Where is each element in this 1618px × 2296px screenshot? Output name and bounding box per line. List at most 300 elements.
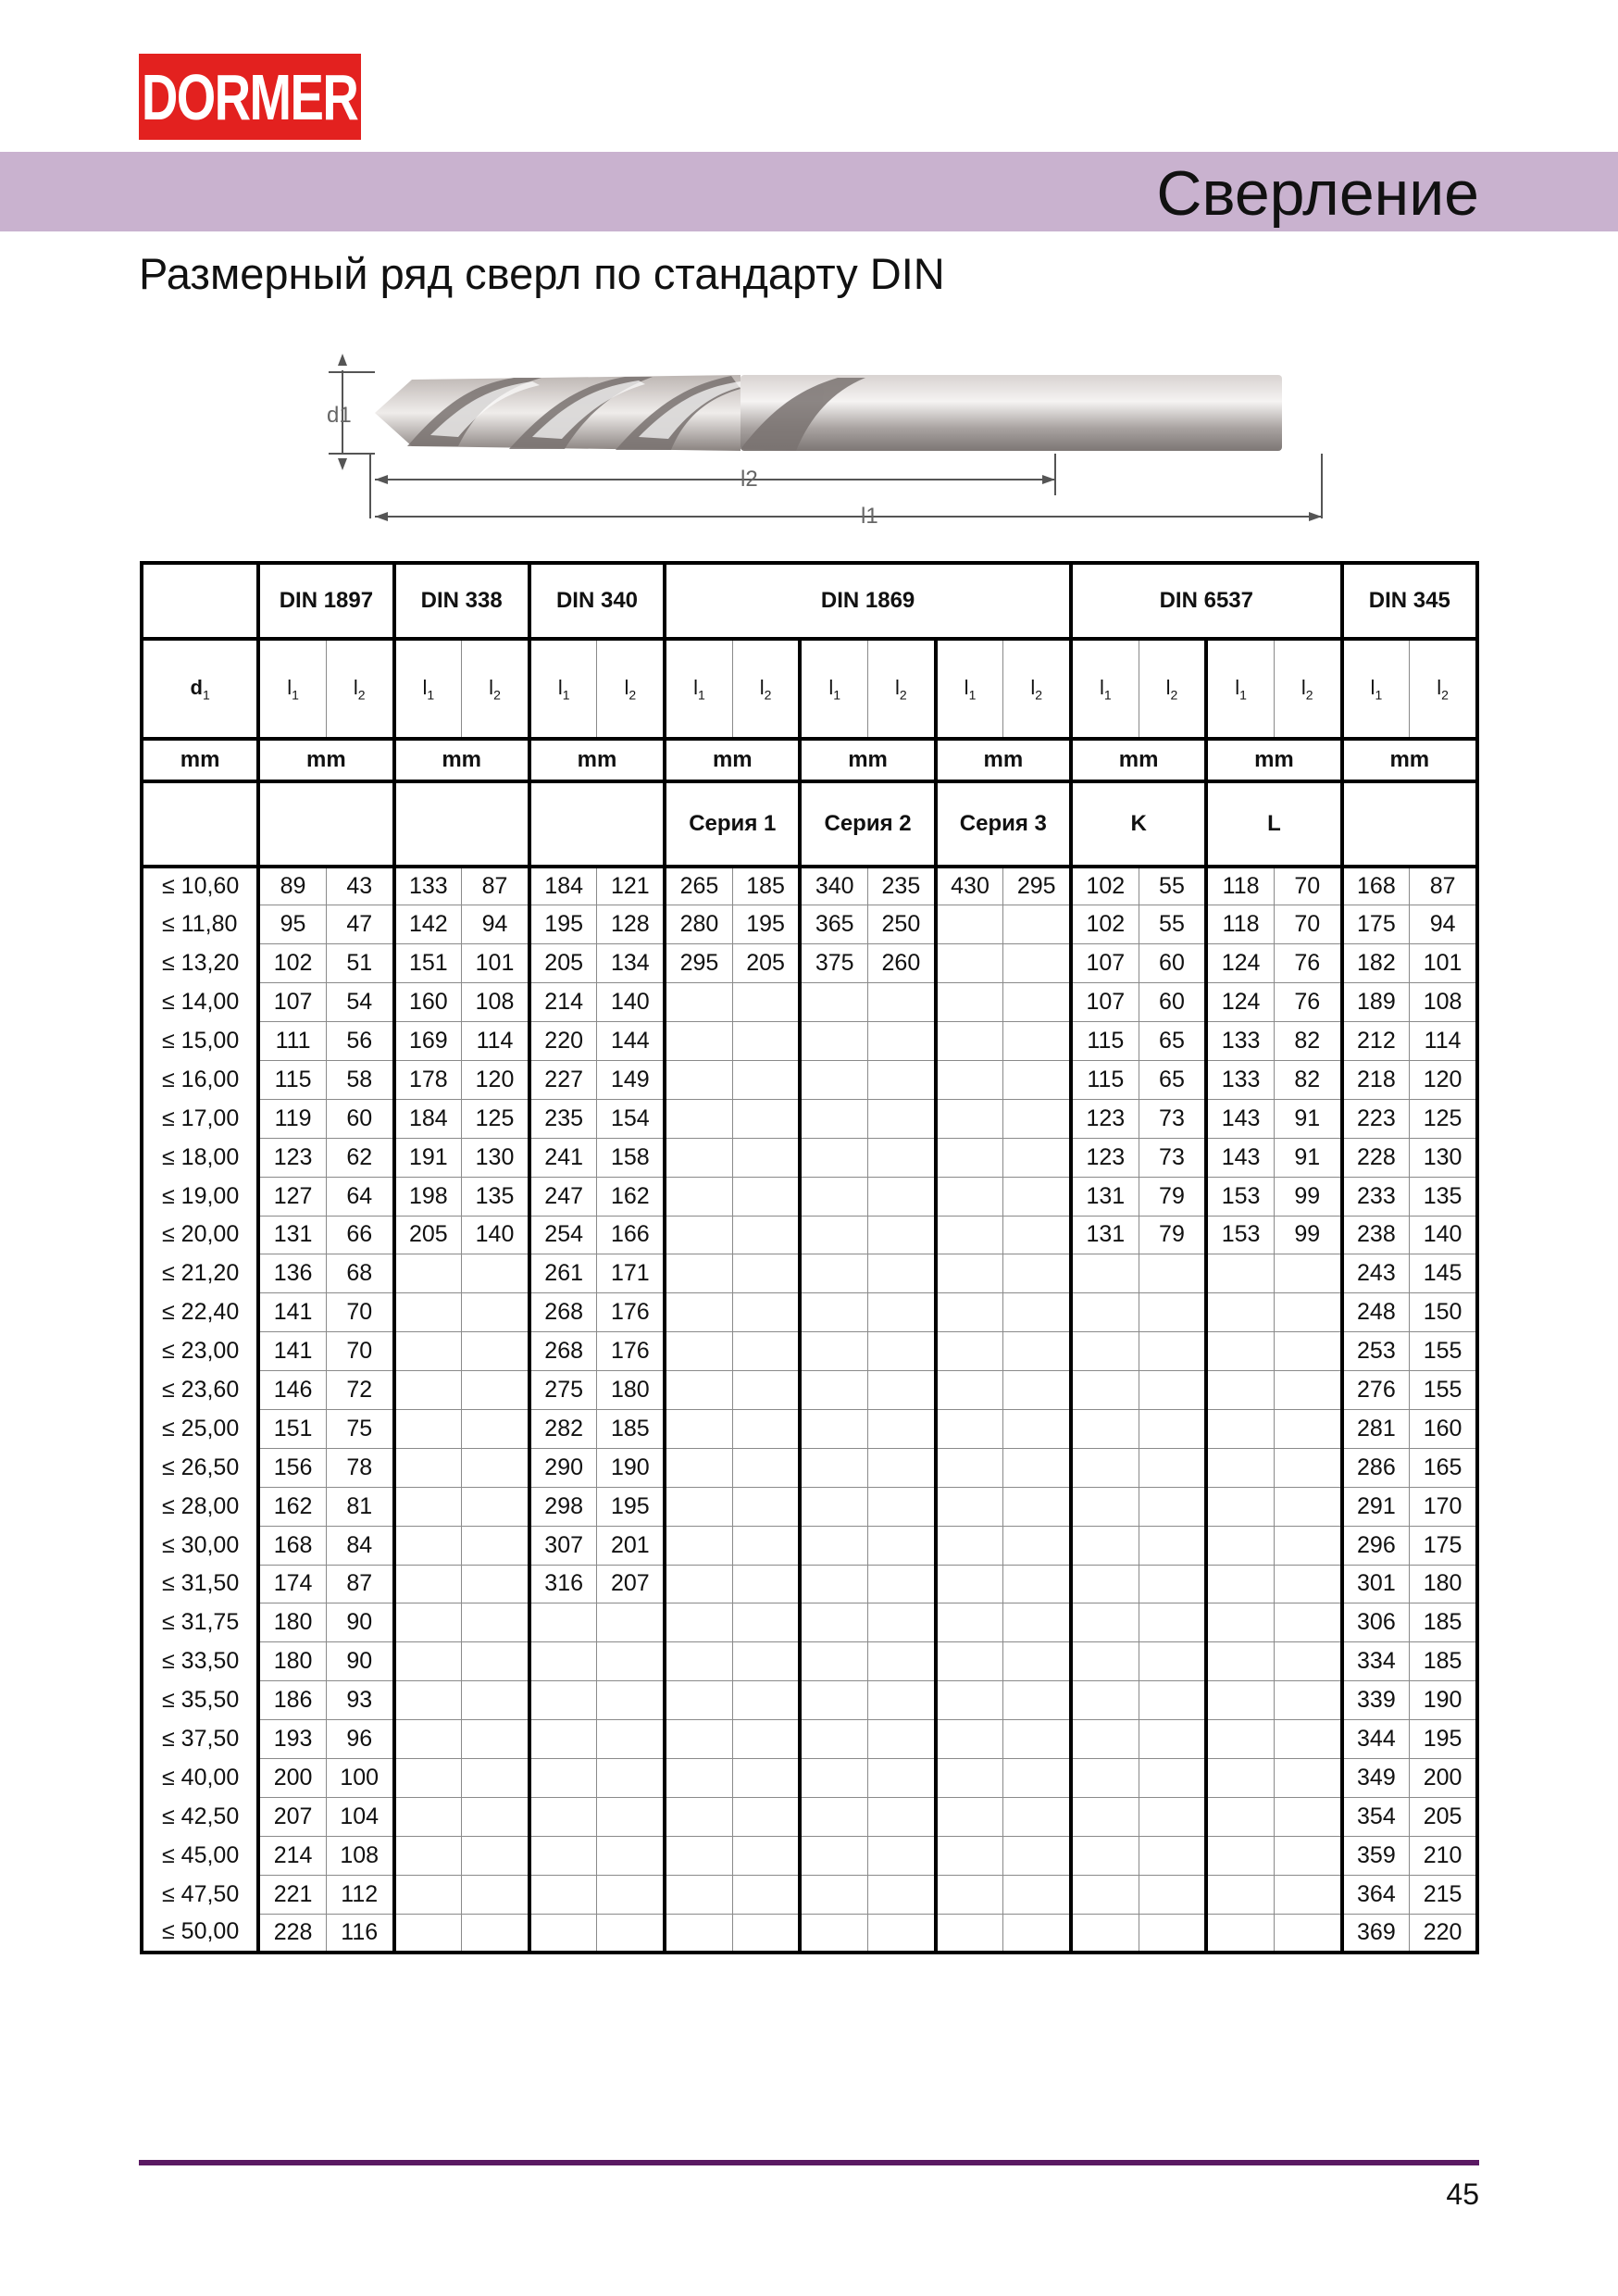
value-cell bbox=[1139, 1836, 1206, 1875]
value-cell bbox=[732, 1875, 800, 1914]
table-row bbox=[142, 1022, 1477, 1061]
l2-symbol: $l_2$ bbox=[462, 639, 529, 739]
table-row bbox=[142, 905, 1477, 944]
value-cell: 212 bbox=[1342, 1022, 1410, 1061]
value-cell: 189 bbox=[1342, 983, 1410, 1022]
value-cell: 162 bbox=[258, 1487, 326, 1526]
diameter-cell: ≤ 47,50 bbox=[142, 1875, 258, 1914]
value-cell: 214 bbox=[258, 1836, 326, 1875]
value-cell bbox=[800, 1565, 867, 1603]
value-cell: 76 bbox=[1274, 983, 1341, 1022]
value-cell bbox=[1206, 1720, 1274, 1759]
value-cell bbox=[1206, 1332, 1274, 1371]
value-cell bbox=[1139, 1332, 1206, 1371]
dormer-logo bbox=[139, 54, 361, 140]
value-cell bbox=[1206, 1409, 1274, 1448]
value-cell bbox=[732, 1060, 800, 1099]
unit-cell: mm bbox=[936, 739, 1071, 781]
value-cell: 66 bbox=[326, 1216, 393, 1254]
diameter-cell: ≤ 31,75 bbox=[142, 1603, 258, 1642]
value-cell: 260 bbox=[868, 944, 936, 983]
value-cell: 79 bbox=[1139, 1216, 1206, 1254]
value-cell: 151 bbox=[258, 1409, 326, 1448]
value-cell bbox=[394, 1758, 462, 1797]
value-cell bbox=[800, 1914, 867, 1953]
unit-cell: mm bbox=[1071, 739, 1206, 781]
table-row bbox=[142, 1603, 1477, 1642]
value-cell bbox=[868, 1293, 936, 1332]
value-cell: 301 bbox=[1342, 1565, 1410, 1603]
unit-cell: mm bbox=[142, 739, 258, 781]
din-dimension-table bbox=[140, 561, 1479, 1954]
value-cell: 68 bbox=[326, 1254, 393, 1293]
value-cell bbox=[800, 1138, 867, 1177]
value-cell: 60 bbox=[1139, 983, 1206, 1022]
value-cell: 190 bbox=[597, 1448, 665, 1487]
value-cell bbox=[394, 1681, 462, 1720]
value-cell: 60 bbox=[326, 1099, 393, 1138]
value-cell: 280 bbox=[665, 905, 732, 944]
series-empty bbox=[394, 781, 529, 867]
value-cell bbox=[936, 1758, 1003, 1797]
diameter-cell: ≤ 50,00 bbox=[142, 1914, 258, 1953]
value-cell: 290 bbox=[529, 1448, 597, 1487]
value-cell bbox=[1274, 1681, 1341, 1720]
value-cell: 235 bbox=[868, 867, 936, 905]
value-cell: 115 bbox=[1071, 1022, 1139, 1061]
value-cell bbox=[1206, 1254, 1274, 1293]
l2-symbol: $l_2$ bbox=[1139, 639, 1206, 739]
value-cell: 151 bbox=[394, 944, 462, 983]
value-cell: 91 bbox=[1274, 1099, 1341, 1138]
value-cell: 295 bbox=[1003, 867, 1071, 905]
value-cell bbox=[394, 1293, 462, 1332]
value-cell: 334 bbox=[1342, 1642, 1410, 1681]
value-cell: 339 bbox=[1342, 1681, 1410, 1720]
value-cell: 154 bbox=[597, 1099, 665, 1138]
value-cell: 185 bbox=[1410, 1603, 1477, 1642]
value-cell: 70 bbox=[1274, 867, 1341, 905]
value-cell bbox=[1003, 1681, 1071, 1720]
diameter-cell: ≤ 18,00 bbox=[142, 1138, 258, 1177]
value-cell bbox=[936, 944, 1003, 983]
value-cell bbox=[1206, 1448, 1274, 1487]
value-cell bbox=[394, 1448, 462, 1487]
value-cell: 171 bbox=[597, 1254, 665, 1293]
value-cell: 131 bbox=[1071, 1216, 1139, 1254]
value-cell: 243 bbox=[1342, 1254, 1410, 1293]
value-cell bbox=[1274, 1758, 1341, 1797]
value-cell bbox=[936, 1332, 1003, 1371]
value-cell: 168 bbox=[1342, 867, 1410, 905]
value-cell: 296 bbox=[1342, 1526, 1410, 1565]
value-cell bbox=[1274, 1409, 1341, 1448]
value-cell bbox=[868, 1836, 936, 1875]
value-cell bbox=[1003, 905, 1071, 944]
value-cell: 291 bbox=[1342, 1487, 1410, 1526]
value-cell bbox=[868, 1448, 936, 1487]
value-cell bbox=[1003, 1720, 1071, 1759]
value-cell bbox=[732, 1371, 800, 1410]
value-cell: 295 bbox=[665, 944, 732, 983]
value-cell: 145 bbox=[1410, 1254, 1477, 1293]
series-empty bbox=[258, 781, 393, 867]
value-cell bbox=[1071, 1720, 1139, 1759]
value-cell: 265 bbox=[665, 867, 732, 905]
value-cell: 221 bbox=[258, 1875, 326, 1914]
value-cell: 75 bbox=[326, 1409, 393, 1448]
value-cell: 73 bbox=[1139, 1138, 1206, 1177]
diameter-cell: ≤ 19,00 bbox=[142, 1177, 258, 1216]
value-cell bbox=[529, 1914, 597, 1953]
value-cell: 169 bbox=[394, 1022, 462, 1061]
unit-cell: mm bbox=[665, 739, 800, 781]
value-cell bbox=[800, 1099, 867, 1138]
l1-symbol: $l_1$ bbox=[665, 639, 732, 739]
value-cell bbox=[665, 1797, 732, 1836]
value-cell bbox=[1003, 1642, 1071, 1681]
unit-cell: mm bbox=[394, 739, 529, 781]
value-cell: 123 bbox=[1071, 1138, 1139, 1177]
value-cell bbox=[732, 1603, 800, 1642]
table-row bbox=[142, 944, 1477, 983]
value-cell bbox=[665, 1720, 732, 1759]
value-cell bbox=[732, 1836, 800, 1875]
value-cell: 354 bbox=[1342, 1797, 1410, 1836]
value-cell: 316 bbox=[529, 1565, 597, 1603]
value-cell: 180 bbox=[258, 1603, 326, 1642]
value-cell: 349 bbox=[1342, 1758, 1410, 1797]
value-cell bbox=[936, 1177, 1003, 1216]
value-cell bbox=[597, 1758, 665, 1797]
value-cell bbox=[1206, 1487, 1274, 1526]
value-cell bbox=[1003, 1914, 1071, 1953]
value-cell bbox=[1071, 1797, 1139, 1836]
table-row bbox=[142, 1565, 1477, 1603]
value-cell bbox=[1139, 1448, 1206, 1487]
value-cell bbox=[868, 1332, 936, 1371]
value-cell bbox=[936, 1254, 1003, 1293]
value-cell: 93 bbox=[326, 1681, 393, 1720]
value-cell bbox=[1003, 1293, 1071, 1332]
value-cell: 115 bbox=[258, 1060, 326, 1099]
value-cell bbox=[936, 1099, 1003, 1138]
value-cell bbox=[732, 1758, 800, 1797]
value-cell: 369 bbox=[1342, 1914, 1410, 1953]
value-cell: 207 bbox=[258, 1797, 326, 1836]
value-cell: 124 bbox=[1206, 944, 1274, 983]
value-cell: 114 bbox=[1410, 1022, 1477, 1061]
value-cell bbox=[1071, 1681, 1139, 1720]
value-cell bbox=[800, 1254, 867, 1293]
value-cell bbox=[665, 1603, 732, 1642]
value-cell: 185 bbox=[732, 867, 800, 905]
table-data-body bbox=[142, 867, 1477, 1953]
value-cell: 125 bbox=[1410, 1099, 1477, 1138]
value-cell bbox=[800, 1177, 867, 1216]
value-cell: 178 bbox=[394, 1060, 462, 1099]
value-cell: 165 bbox=[1410, 1448, 1477, 1487]
header-din-1869: DIN 1869 bbox=[665, 563, 1071, 639]
value-cell: 375 bbox=[800, 944, 867, 983]
value-cell bbox=[732, 1797, 800, 1836]
l1-symbol: $l_1$ bbox=[1206, 639, 1274, 739]
value-cell bbox=[1139, 1487, 1206, 1526]
value-cell bbox=[665, 1060, 732, 1099]
value-cell: 121 bbox=[597, 867, 665, 905]
value-cell bbox=[1003, 1526, 1071, 1565]
value-cell bbox=[1003, 1177, 1071, 1216]
value-cell bbox=[597, 1797, 665, 1836]
series-3-label: Серия 3 bbox=[936, 781, 1071, 867]
value-cell: 82 bbox=[1274, 1060, 1341, 1099]
value-cell: 184 bbox=[529, 867, 597, 905]
series-empty bbox=[1342, 781, 1477, 867]
value-cell bbox=[868, 1565, 936, 1603]
value-cell bbox=[597, 1914, 665, 1953]
value-cell bbox=[1071, 1487, 1139, 1526]
l2-symbol: $l_2$ bbox=[1410, 639, 1477, 739]
unit-cell: mm bbox=[258, 739, 393, 781]
value-cell: 65 bbox=[1139, 1060, 1206, 1099]
series-l-label: L bbox=[1206, 781, 1341, 867]
diameter-cell: ≤ 17,00 bbox=[142, 1099, 258, 1138]
l2-symbol: $l_2$ bbox=[1003, 639, 1071, 739]
drill-body bbox=[375, 375, 1282, 451]
value-cell bbox=[1206, 1642, 1274, 1681]
value-cell: 94 bbox=[1410, 905, 1477, 944]
standards-header-row bbox=[142, 563, 1477, 639]
value-cell bbox=[1139, 1797, 1206, 1836]
table-row bbox=[142, 1060, 1477, 1099]
value-cell: 54 bbox=[326, 983, 393, 1022]
value-cell bbox=[462, 1914, 529, 1953]
value-cell: 168 bbox=[258, 1526, 326, 1565]
value-cell bbox=[665, 1526, 732, 1565]
value-cell bbox=[1139, 1758, 1206, 1797]
value-cell: 365 bbox=[800, 905, 867, 944]
value-cell bbox=[394, 1836, 462, 1875]
value-cell: 215 bbox=[1410, 1875, 1477, 1914]
table-row bbox=[142, 983, 1477, 1022]
value-cell: 282 bbox=[529, 1409, 597, 1448]
value-cell bbox=[529, 1875, 597, 1914]
value-cell bbox=[462, 1875, 529, 1914]
value-cell: 214 bbox=[529, 983, 597, 1022]
value-cell: 261 bbox=[529, 1254, 597, 1293]
l1-symbol: $l_1$ bbox=[258, 639, 326, 739]
value-cell: 90 bbox=[326, 1642, 393, 1681]
value-cell: 87 bbox=[1410, 867, 1477, 905]
value-cell: 128 bbox=[597, 905, 665, 944]
value-cell bbox=[936, 1448, 1003, 1487]
value-cell bbox=[936, 1409, 1003, 1448]
value-cell: 254 bbox=[529, 1216, 597, 1254]
value-cell: 91 bbox=[1274, 1138, 1341, 1177]
value-cell: 72 bbox=[326, 1371, 393, 1410]
value-cell: 134 bbox=[597, 944, 665, 983]
value-cell: 155 bbox=[1410, 1371, 1477, 1410]
value-cell: 94 bbox=[462, 905, 529, 944]
value-cell bbox=[868, 1371, 936, 1410]
l1-symbol: $l_1$ bbox=[800, 639, 867, 739]
table-row bbox=[142, 1409, 1477, 1448]
value-cell bbox=[665, 1681, 732, 1720]
value-cell bbox=[1139, 1914, 1206, 1953]
value-cell: 150 bbox=[1410, 1293, 1477, 1332]
value-cell: 141 bbox=[258, 1293, 326, 1332]
value-cell: 87 bbox=[326, 1565, 393, 1603]
value-cell bbox=[1274, 1836, 1341, 1875]
value-cell: 123 bbox=[1071, 1099, 1139, 1138]
value-cell: 228 bbox=[1342, 1138, 1410, 1177]
value-cell bbox=[732, 1022, 800, 1061]
logo-text: DORMER bbox=[142, 60, 358, 133]
table-row bbox=[142, 1332, 1477, 1371]
value-cell: 155 bbox=[1410, 1332, 1477, 1371]
value-cell bbox=[1206, 1526, 1274, 1565]
value-cell bbox=[868, 1060, 936, 1099]
value-cell bbox=[462, 1487, 529, 1526]
diameter-cell: ≤ 28,00 bbox=[142, 1487, 258, 1526]
value-cell: 95 bbox=[258, 905, 326, 944]
value-cell bbox=[1206, 1565, 1274, 1603]
value-cell bbox=[732, 1216, 800, 1254]
value-cell: 364 bbox=[1342, 1875, 1410, 1914]
value-cell: 107 bbox=[1071, 983, 1139, 1022]
value-cell bbox=[462, 1371, 529, 1410]
table-row bbox=[142, 1797, 1477, 1836]
value-cell: 180 bbox=[1410, 1565, 1477, 1603]
value-cell bbox=[1206, 1371, 1274, 1410]
value-cell bbox=[1071, 1332, 1139, 1371]
value-cell: 120 bbox=[462, 1060, 529, 1099]
value-cell bbox=[462, 1642, 529, 1681]
table-row bbox=[142, 1875, 1477, 1914]
diameter-cell: ≤ 11,80 bbox=[142, 905, 258, 944]
value-cell: 268 bbox=[529, 1293, 597, 1332]
value-cell bbox=[1071, 1293, 1139, 1332]
value-cell bbox=[1139, 1293, 1206, 1332]
value-cell bbox=[394, 1642, 462, 1681]
value-cell bbox=[665, 1254, 732, 1293]
value-cell: 201 bbox=[597, 1526, 665, 1565]
value-cell: 112 bbox=[326, 1875, 393, 1914]
value-cell: 228 bbox=[258, 1914, 326, 1953]
value-cell bbox=[936, 1836, 1003, 1875]
table-row bbox=[142, 1254, 1477, 1293]
unit-cell: mm bbox=[1342, 739, 1477, 781]
value-cell bbox=[529, 1758, 597, 1797]
value-cell: 235 bbox=[529, 1099, 597, 1138]
value-cell bbox=[868, 1526, 936, 1565]
value-cell: 241 bbox=[529, 1138, 597, 1177]
value-cell: 133 bbox=[394, 867, 462, 905]
diameter-cell: ≤ 20,00 bbox=[142, 1216, 258, 1254]
value-cell bbox=[1274, 1448, 1341, 1487]
value-cell bbox=[936, 1022, 1003, 1061]
value-cell bbox=[1071, 1254, 1139, 1293]
value-cell bbox=[1206, 1603, 1274, 1642]
value-cell bbox=[936, 1293, 1003, 1332]
value-cell bbox=[1206, 1758, 1274, 1797]
header-din-1897: DIN 1897 bbox=[258, 563, 393, 639]
value-cell: 79 bbox=[1139, 1177, 1206, 1216]
value-cell: 81 bbox=[326, 1487, 393, 1526]
value-cell: 185 bbox=[597, 1409, 665, 1448]
value-cell bbox=[732, 1526, 800, 1565]
value-cell bbox=[732, 1409, 800, 1448]
value-cell: 107 bbox=[1071, 944, 1139, 983]
value-cell bbox=[394, 1914, 462, 1953]
value-cell bbox=[462, 1836, 529, 1875]
value-cell bbox=[462, 1332, 529, 1371]
value-cell: 298 bbox=[529, 1487, 597, 1526]
table-row bbox=[142, 1681, 1477, 1720]
value-cell bbox=[1139, 1409, 1206, 1448]
value-cell: 64 bbox=[326, 1177, 393, 1216]
footer-divider bbox=[139, 2160, 1479, 2165]
value-cell: 131 bbox=[258, 1216, 326, 1254]
value-cell: 276 bbox=[1342, 1371, 1410, 1410]
value-cell: 205 bbox=[732, 944, 800, 983]
value-cell bbox=[597, 1720, 665, 1759]
value-cell bbox=[1071, 1836, 1139, 1875]
value-cell bbox=[1003, 1836, 1071, 1875]
header-din-338: DIN 338 bbox=[394, 563, 529, 639]
value-cell bbox=[800, 1797, 867, 1836]
value-cell: 195 bbox=[529, 905, 597, 944]
value-cell bbox=[732, 1293, 800, 1332]
value-cell bbox=[665, 1216, 732, 1254]
table-row bbox=[142, 1177, 1477, 1216]
value-cell: 195 bbox=[597, 1487, 665, 1526]
value-cell bbox=[394, 1371, 462, 1410]
value-cell bbox=[732, 1487, 800, 1526]
page-subtitle: Размерный ряд сверл по стандарту DIN bbox=[139, 249, 945, 298]
value-cell: 307 bbox=[529, 1526, 597, 1565]
value-cell bbox=[394, 1565, 462, 1603]
value-cell: 180 bbox=[597, 1371, 665, 1410]
value-cell bbox=[665, 1875, 732, 1914]
value-cell: 233 bbox=[1342, 1177, 1410, 1216]
value-cell bbox=[800, 1681, 867, 1720]
value-cell: 118 bbox=[1206, 905, 1274, 944]
value-cell: 136 bbox=[258, 1254, 326, 1293]
value-cell bbox=[868, 1254, 936, 1293]
value-cell: 62 bbox=[326, 1138, 393, 1177]
diameter-cell: ≤ 30,00 bbox=[142, 1526, 258, 1565]
value-cell bbox=[394, 1409, 462, 1448]
value-cell bbox=[936, 905, 1003, 944]
value-cell bbox=[1274, 1487, 1341, 1526]
header-din-345: DIN 345 bbox=[1342, 563, 1477, 639]
value-cell bbox=[800, 1332, 867, 1371]
value-cell bbox=[597, 1875, 665, 1914]
section-band bbox=[0, 152, 1618, 231]
value-cell bbox=[936, 1060, 1003, 1099]
value-cell: 200 bbox=[258, 1758, 326, 1797]
value-cell: 170 bbox=[1410, 1487, 1477, 1526]
value-cell bbox=[529, 1642, 597, 1681]
diameter-cell: ≤ 16,00 bbox=[142, 1060, 258, 1099]
l1-symbol: $l_1$ bbox=[529, 639, 597, 739]
value-cell bbox=[936, 1138, 1003, 1177]
value-cell: 102 bbox=[1071, 867, 1139, 905]
value-cell bbox=[665, 1448, 732, 1487]
value-cell bbox=[1139, 1526, 1206, 1565]
value-cell bbox=[462, 1720, 529, 1759]
